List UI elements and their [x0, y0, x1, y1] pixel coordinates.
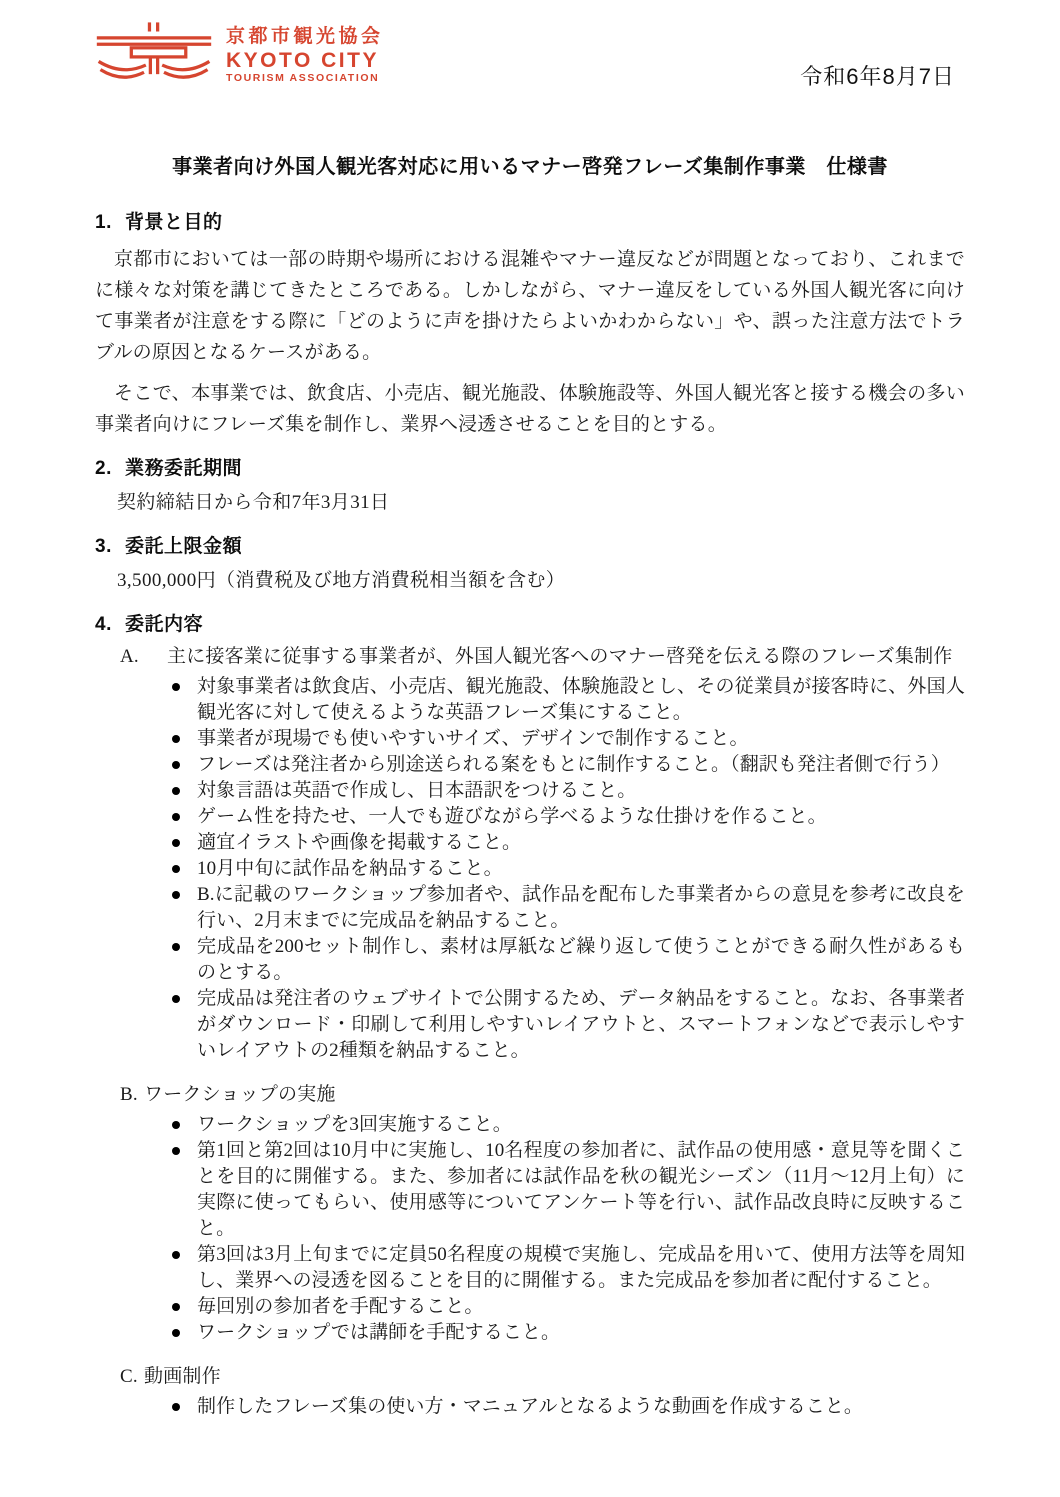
document-date: 令和6年8月7日	[800, 64, 955, 89]
section-number: 4.	[95, 614, 112, 635]
item-label: C.	[120, 1366, 138, 1387]
section-body: 3,500,000円（消費税及び地方消費税相当額を含む）	[117, 570, 566, 591]
bullet-icon	[172, 1303, 180, 1311]
item-title: 動画制作	[144, 1366, 221, 1387]
bullet-icon	[172, 1403, 180, 1411]
bullet-icon	[172, 1147, 180, 1155]
bullet-text: 完成品は発注者のウェブサイトで公開するため、データ納品をすること。なお、各事業者がダウンロード・印刷して利用しやすいレイアウトと、スマートフォンなどで表示しやすいレイアウトの2種類を納品すること。	[197, 988, 965, 1061]
bullet-text: 制作したフレーズ集の使い方・マニュアルとなるような動画を作成すること。	[197, 1396, 864, 1417]
list-item	[172, 1394, 965, 1420]
bullet-icon	[172, 995, 180, 1003]
bullet-text: 第3回は3月上旬までに定員50名程度の規模で実施し、完成品を用いて、使用方法等を周知し、業界への浸透を図ることを目的に開催する。また完成品を参加者に配付すること。	[197, 1244, 965, 1291]
item-heading	[95, 643, 965, 671]
list-item	[172, 1294, 965, 1320]
bullet-icon	[172, 839, 180, 847]
logo-english-name-line2: TOURISM ASSOCIATION	[226, 72, 380, 85]
bullet-text: ゲーム性を持たせ、一人でも遊びながら学べるような仕掛けを作ること。	[197, 806, 827, 827]
list-item	[172, 778, 965, 804]
bullet-list	[95, 1394, 965, 1420]
bullet-list	[95, 1112, 965, 1346]
item-heading	[95, 1081, 965, 1109]
bullet-text: ワークショップでは講師を手配すること。	[197, 1322, 561, 1343]
list-item	[172, 934, 965, 986]
work-item-workshops	[95, 1081, 965, 1346]
bullet-text: 事業者が現場でも使いやすいサイズ、デザインで制作すること。	[197, 728, 749, 749]
bullet-text: B.に記載のワークショップ参加者や、試作品を配布した事業者からの意見を参考に改良を行い、2月末までに完成品を納品すること。	[197, 884, 965, 931]
section-number: 1.	[95, 212, 112, 233]
list-item	[172, 674, 965, 726]
bullet-icon	[172, 865, 180, 873]
work-item-video	[95, 1363, 965, 1420]
section-heading-text: 業務委託期間	[125, 458, 243, 479]
bullet-icon	[172, 787, 180, 795]
logo-text-block	[226, 27, 384, 85]
list-item	[172, 726, 965, 752]
bullet-icon	[172, 1251, 180, 1259]
bullet-icon	[172, 1329, 180, 1337]
bullet-text: 対象言語は英語で作成し、日本語訳をつけること。	[197, 780, 637, 801]
section-heading-budget-cap	[95, 534, 965, 560]
bullet-icon	[172, 1121, 180, 1129]
section-heading-text: 委託内容	[125, 614, 204, 635]
bullet-icon	[172, 683, 180, 691]
paragraph: 京都市においては一部の時期や場所における混雑やマナー違反などが問題となっており、これまでに様々な対策を講じてきたところである。しかしながら、マナー違反をしている外国人観光客に向けて事業者が注意をする際に「どのように声を掛けたらよいかわからない」や、誤った注意方法でトラブルの原因となるケースがある。	[95, 249, 965, 363]
bullet-icon	[172, 761, 180, 769]
bullet-text: 第1回と第2回は10月中に実施し、10名程度の参加者に、試作品の使用感・意見等を聞くことを目的に開催する。また、参加者には試作品を秋の観光シーズン（11月～12月上旬）に実際に使ってもらい、使用感等についてアンケート等を行い、試作品改良時に反映すること。	[197, 1140, 966, 1239]
bullet-text: 10月中旬に試作品を納品すること。	[197, 858, 503, 879]
list-item	[172, 1112, 965, 1138]
item-heading	[95, 1363, 965, 1391]
section-heading-text: 委託上限金額	[125, 536, 243, 557]
kyoto-city-tourism-association-logo	[95, 18, 384, 94]
bullet-icon	[172, 891, 180, 899]
item-label: B.	[120, 1084, 138, 1105]
list-item	[172, 856, 965, 882]
bullet-list	[95, 674, 965, 1064]
list-item	[172, 1320, 965, 1346]
item-title: 主に接客業に従事する事業者が、外国人観光客へのマナー啓発を伝える際のフレーズ集制作	[167, 646, 953, 667]
kyoto-logo-mark-icon	[95, 18, 213, 94]
bullet-icon	[172, 813, 180, 821]
list-item	[172, 1138, 965, 1242]
section-body: 契約締結日から令和7年3月31日	[117, 492, 390, 513]
list-item	[172, 830, 965, 856]
bullet-text: 適宜イラストや画像を掲載すること。	[197, 832, 522, 853]
section-heading-background-purpose	[95, 210, 965, 236]
list-item	[172, 1242, 965, 1294]
list-item	[172, 752, 965, 778]
section-number: 3.	[95, 536, 112, 557]
section-heading-scope-of-work	[95, 612, 965, 638]
document-title: 事業者向け外国人観光客対応に用いるマナー啓発フレーズ集制作事業 仕様書	[172, 156, 888, 178]
item-label: A.	[120, 646, 139, 667]
bullet-text: 完成品を200セット制作し、素材は厚紙など繰り返して使うことができる耐久性があるものとする。	[197, 936, 965, 983]
paragraph: そこで、本事業では、飲食店、小売店、観光施設、体験施設等、外国人観光客と接する機会の多い事業者向けにフレーズ集を制作し、業界へ浸透させることを目的とする。	[95, 383, 965, 435]
bullet-icon	[172, 943, 180, 951]
bullet-text: ワークショップを3回実施すること。	[197, 1114, 512, 1135]
section-heading-text: 背景と目的	[125, 212, 223, 233]
list-item	[172, 986, 965, 1064]
document-header	[95, 18, 965, 96]
bullet-text: フレーズは発注者から別途送られる案をもとに制作すること。（翻訳も発注者側で行う）	[197, 754, 950, 775]
logo-english-name-line1: KYOTO CITY	[226, 48, 379, 72]
bullet-text: 毎回別の参加者を手配すること。	[197, 1296, 484, 1317]
list-item	[172, 804, 965, 830]
list-item	[172, 882, 965, 934]
bullet-icon	[172, 735, 180, 743]
work-item-phrase-book	[95, 643, 965, 1064]
logo-japanese-name: 京都市観光協会	[226, 26, 384, 48]
item-title: ワークショップの実施	[144, 1084, 336, 1105]
section-number: 2.	[95, 458, 112, 479]
bullet-text: 対象事業者は飲食店、小売店、観光施設、体験施設とし、その従業員が接客時に、外国人観光客に対して使えるような英語フレーズ集にすること。	[197, 676, 965, 723]
section-heading-contract-period	[95, 456, 965, 482]
